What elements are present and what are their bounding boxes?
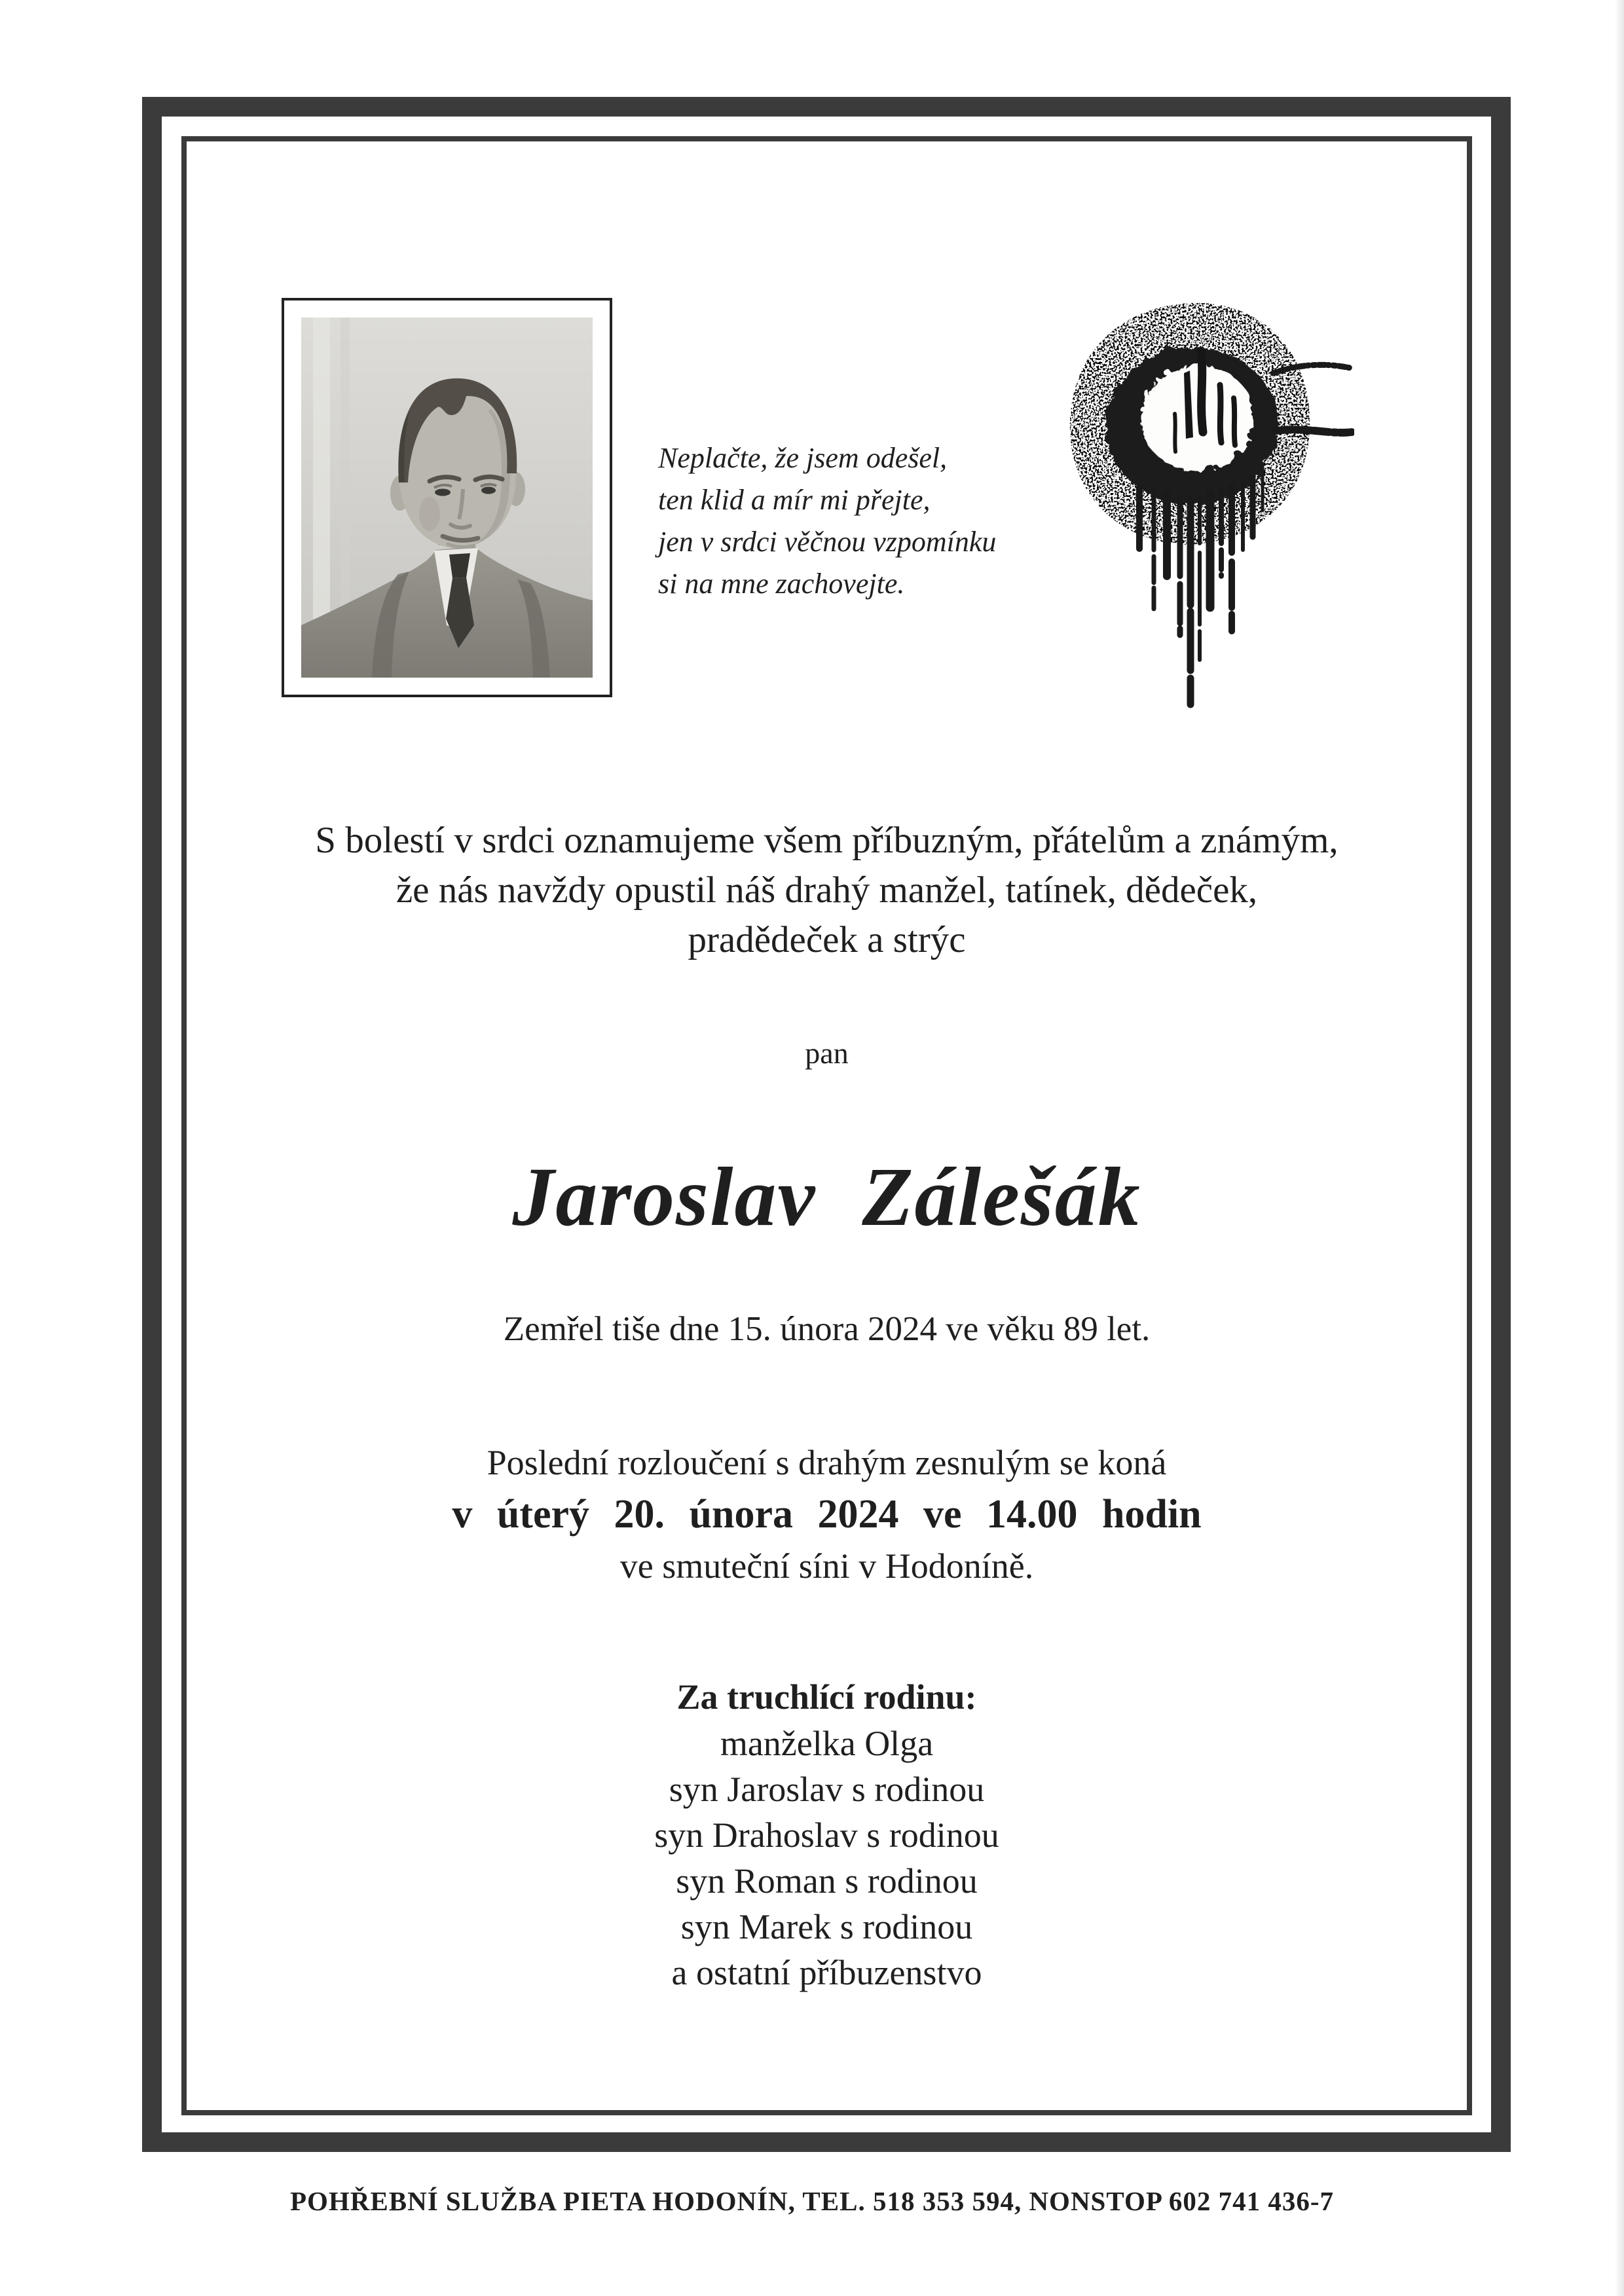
moon-reeds-ink-drawing-icon: [1056, 267, 1354, 729]
poem-line: si na mne zachovejte.: [658, 568, 905, 600]
funeral-line-3: ve smuteční síni v Hodoníně.: [619, 1546, 1034, 1586]
portrait-photo: [282, 298, 612, 697]
funeral-service-footer: POHŘEBNÍ SLUŽBA PIETA HODONÍN, TEL. 518 353 594, NONSTOP 602 741 436-7: [289, 2186, 1335, 2216]
poem-line: ten klid a mír mi přejte,: [658, 484, 931, 516]
deceased-last-name: Zálešák: [862, 1150, 1141, 1243]
death-notice: Zemřel tiše dne 15. února 2024 ve věku 89 let.: [503, 1310, 1151, 1348]
poem-line: Neplačte, že jsem odešel,: [658, 442, 948, 474]
family-member: syn Roman s rodinou: [676, 1861, 978, 1901]
deceased-first-name: Jaroslav: [512, 1150, 817, 1243]
announcement-text: [187, 816, 1467, 965]
family-member: syn Marek s rodinou: [680, 1907, 973, 1946]
salutation: pan: [805, 1036, 849, 1070]
announcement-line-2: že nás navždy opustil náš drahý manžel, tatínek, dědeček,: [396, 869, 1258, 911]
funeral-date-time: v úterý 20. února 2024 ve 14.00 hodin: [452, 1492, 1202, 1537]
funeral-info: [187, 1438, 1467, 1591]
family-member: manželka Olga: [720, 1724, 934, 1763]
mourning-family: [187, 1673, 1467, 1995]
announcement-line-3: pradědeček a strýc: [688, 919, 966, 960]
poem-line: jen v srdci věčnou vzpomínku: [658, 526, 997, 558]
announcement-line-1: S bolestí v srdci oznamujeme všem příbuzným, přátelům a známým,: [315, 820, 1338, 861]
family-member: syn Jaroslav s rodinou: [669, 1770, 985, 1809]
scan-shadow-edge: [1615, 0, 1624, 2296]
portrait-photo-image: [301, 318, 593, 678]
family-heading: Za truchlící rodinu:: [676, 1677, 977, 1717]
family-member: syn Drahoslav s rodinou: [654, 1815, 999, 1855]
moon-reeds-ink-drawing: [1056, 267, 1354, 729]
funeral-line-1: Poslední rozloučení s drahým zesnulým se koná: [487, 1443, 1167, 1482]
family-member: a ostatní příbuzenstvo: [671, 1953, 982, 1992]
deceased-name: [187, 1149, 1467, 1245]
memorial-poem: [658, 437, 996, 605]
